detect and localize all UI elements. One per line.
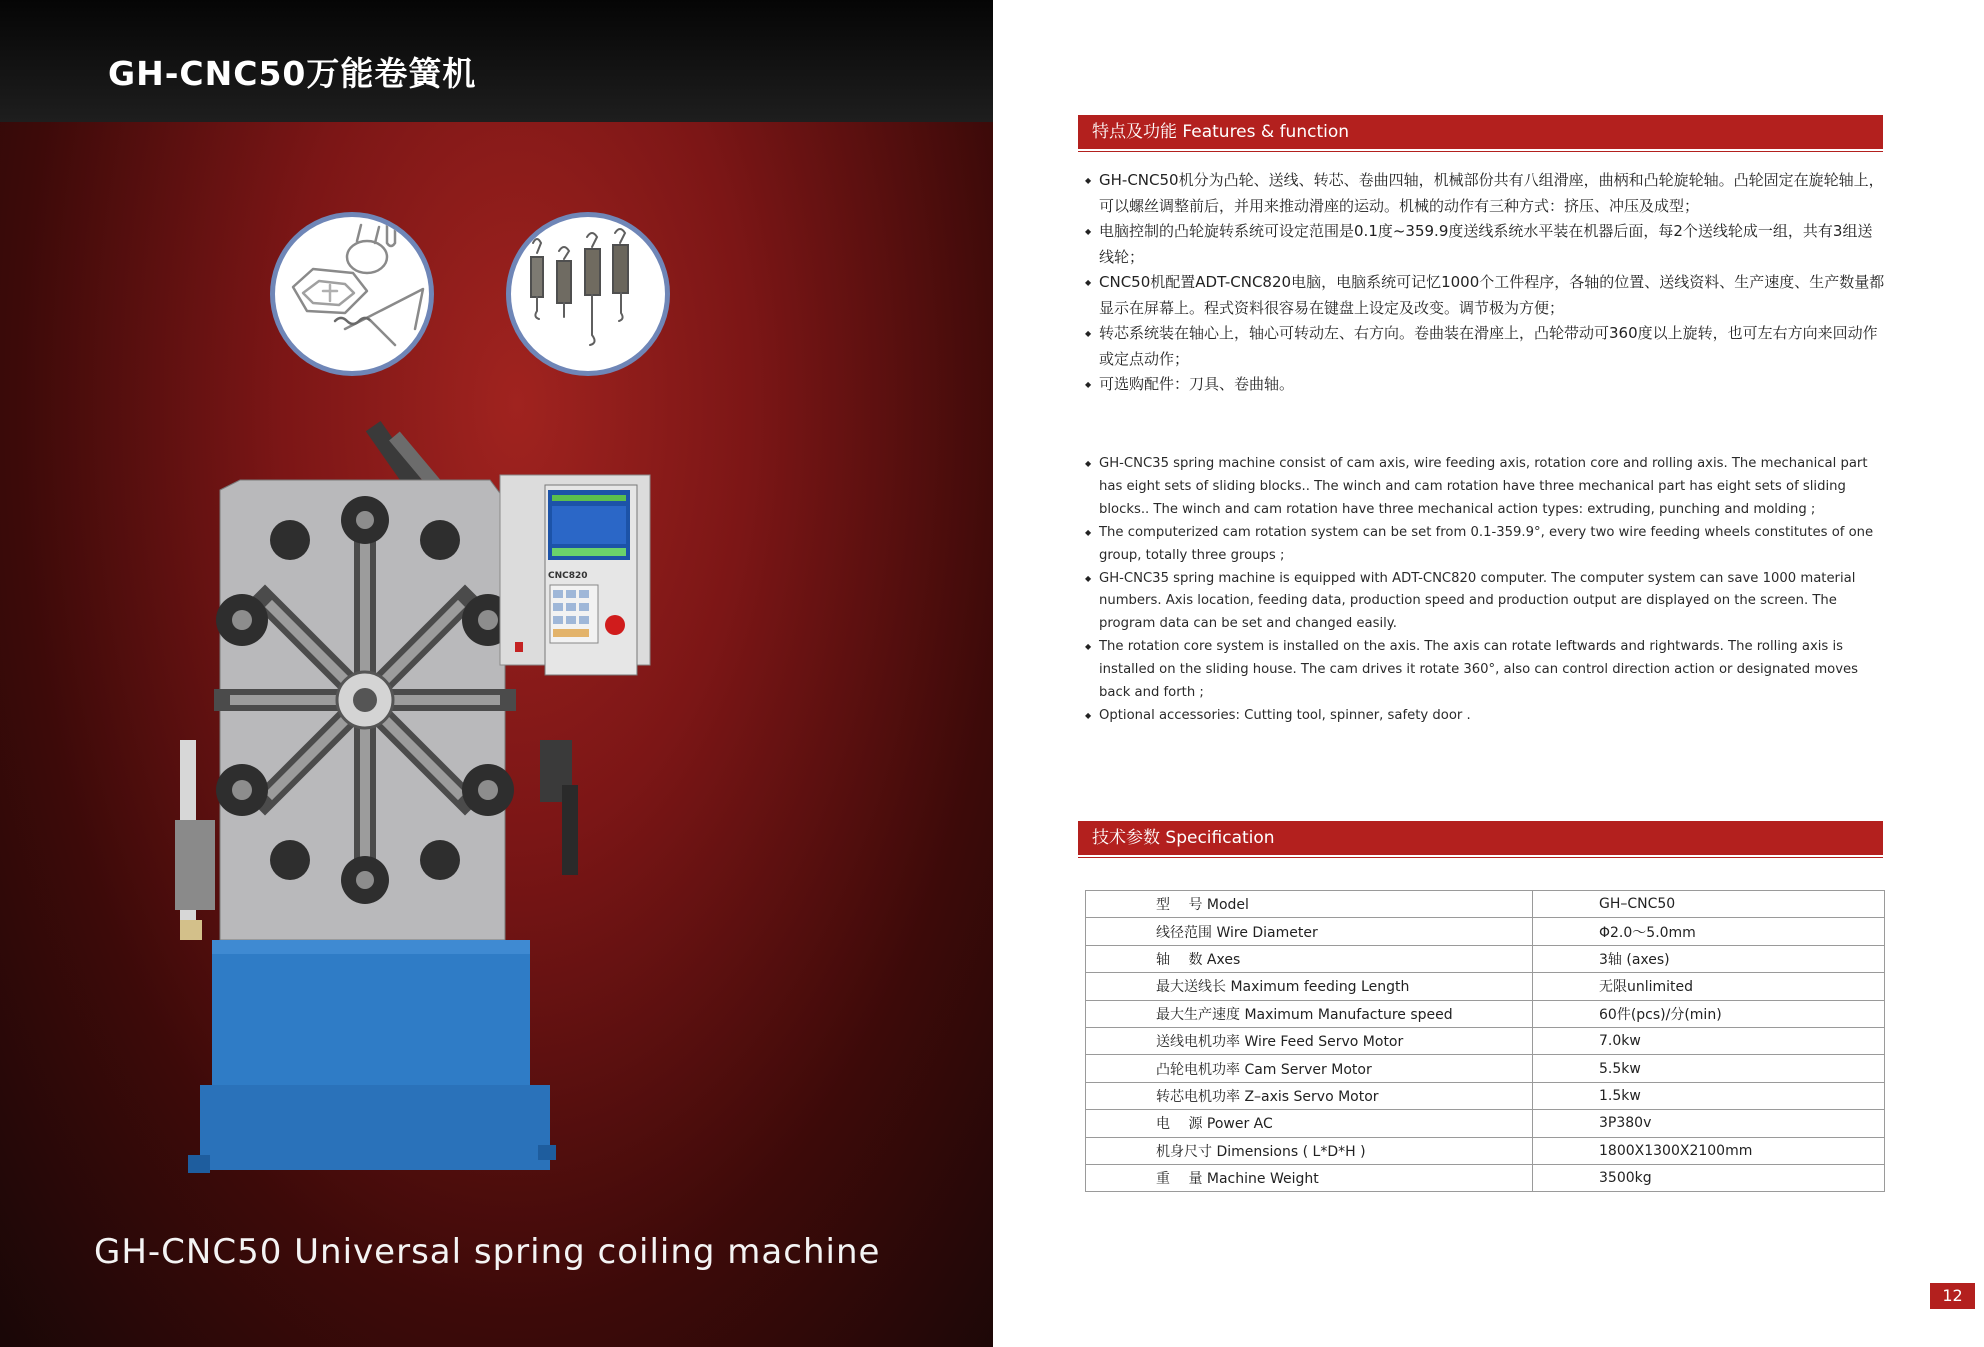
extension-springs-photo xyxy=(506,212,670,376)
features-cn-item: ◆ 转芯系统装在轴心上，轴心可转动左、右方向。卷曲装在滑座上，凸轮带动可360度以上旋转，也可左右方向来回动作或定点动作； xyxy=(1085,321,1887,372)
spec-value: 3P380v xyxy=(1533,1110,1885,1137)
features-en-item: ◆ Optional accessories: Cutting tool, spinner, safety door . xyxy=(1085,705,1887,728)
spring-coiling-machine-image xyxy=(160,400,720,1200)
spec-value: 1.5kw xyxy=(1533,1082,1885,1109)
specification-heading: 技术参数 Specification xyxy=(1078,821,1883,855)
spec-value: 无限unlimited xyxy=(1533,973,1885,1000)
spec-label: 机身尺寸 Dimensions ( L*D*H ) xyxy=(1086,1137,1533,1164)
spec-label: 最大送线长 Maximum feeding Length xyxy=(1086,973,1533,1000)
table-row xyxy=(1086,1055,1885,1082)
table-row xyxy=(1086,1027,1885,1054)
spec-value: 60件(pcs)/分(min) xyxy=(1533,1000,1885,1027)
table-row xyxy=(1086,1137,1885,1164)
extension-springs-illustration xyxy=(511,217,665,371)
table-row xyxy=(1086,1000,1885,1027)
title-bar xyxy=(0,0,993,122)
specification-table xyxy=(1085,890,1885,1192)
features-en-item: ◆ GH-CNC35 spring machine consist of cam axis, wire feeding axis, rotation core and rolling axis. The mechanical part has eight sets of sliding blocks.. The winch and cam rotation have three mechanical part has eight sets of sliding blocks.. The winch and cam rotation have three mechanical action types: extruding, punching and molding ; xyxy=(1085,453,1887,522)
spec-label: 轴 数 Axes xyxy=(1086,945,1533,972)
table-row xyxy=(1086,1082,1885,1109)
features-en-item: ◆ GH-CNC35 spring machine is equipped with ADT-CNC820 computer. The computer system can save 1000 material numbers. Axis location, feeding data, production speed and production output are displayed on the screen. The program data can be set and changed easily. xyxy=(1085,568,1887,637)
spec-value: 7.0kw xyxy=(1533,1027,1885,1054)
spec-value: 1800X1300X2100mm xyxy=(1533,1137,1885,1164)
features-cn-item: ◆ 可选购配件：刀具、卷曲轴。 xyxy=(1085,372,1887,398)
spec-label: 凸轮电机功率 Cam Server Motor xyxy=(1086,1055,1533,1082)
features-cn-item: ◆ 电脑控制的凸轮旋转系统可设定范围是0.1度~359.9度送线系统水平装在机器后面，每2个送线轮成一组，共有3组送线轮； xyxy=(1085,219,1887,270)
page-title: GH-CNC50万能卷簧机 xyxy=(108,54,477,93)
machine-illustration xyxy=(160,400,720,1200)
table-row xyxy=(1086,1164,1885,1191)
spec-value: 3500kg xyxy=(1533,1164,1885,1191)
spec-label: 转芯电机功率 Z–axis Servo Motor xyxy=(1086,1082,1533,1109)
features-en-list xyxy=(1085,453,1887,728)
features-heading: 特点及功能 Features & function xyxy=(1078,115,1883,149)
table-row xyxy=(1086,945,1885,972)
features-en-item: ◆ The computerized cam rotation system can be set from 0.1-359.9°, every two wire feeding wheels constitutes of one group, totally three groups ; xyxy=(1085,522,1887,568)
spec-label: 型 号 Model xyxy=(1086,891,1533,918)
table-row xyxy=(1086,973,1885,1000)
table-row xyxy=(1086,1110,1885,1137)
spec-label: 重 量 Machine Weight xyxy=(1086,1164,1533,1191)
spec-label: 最大生产速度 Maximum Manufacture speed xyxy=(1086,1000,1533,1027)
spec-value: 5.5kw xyxy=(1533,1055,1885,1082)
page-number: 12 xyxy=(1930,1283,1975,1309)
spec-value: Φ2.0～5.0mm xyxy=(1533,918,1885,945)
spec-label: 线径范围 Wire Diameter xyxy=(1086,918,1533,945)
features-en-item: ◆ The rotation core system is installed on the axis. The axis can rotate leftwards and rightwards. The rolling axis is installed on the sliding house. The cam drives it rotate 360°, also can control direction action or designated moves back and forth ; xyxy=(1085,636,1887,705)
features-cn-item: ◆ CNC50机配置ADT-CNC820电脑，电脑系统可记忆1000个工件程序，各轴的位置、送线资料、生产速度、生产数量都显示在屏幕上。程式资料很容易在键盘上设定及改变。调节极为方便； xyxy=(1085,270,1887,321)
features-cn-item: ◆ GH-CNC50机分为凸轮、送线、转芯、卷曲四轴，机械部份共有八组滑座，曲柄和凸轮旋轮轴。凸轮固定在旋轮轴上，可以螺丝调整前后，并用来推动滑座的运动。机械的动作有三种方式：挤压、冲压及成型； xyxy=(1085,168,1887,219)
right-page xyxy=(993,0,1984,1347)
spec-label: 送线电机功率 Wire Feed Servo Motor xyxy=(1086,1027,1533,1054)
spec-label: 电 源 Power AC xyxy=(1086,1110,1533,1137)
wire-forms-illustration xyxy=(275,217,429,371)
table-row xyxy=(1086,918,1885,945)
table-row xyxy=(1086,891,1885,918)
wire-forms-photo xyxy=(270,212,434,376)
features-cn-list xyxy=(1085,168,1887,398)
product-subtitle: GH-CNC50 Universal spring coiling machine xyxy=(94,1232,881,1272)
spec-value: GH–CNC50 xyxy=(1533,891,1885,918)
control-panel-label: CNC820 xyxy=(548,571,588,581)
spec-value: 3轴 (axes) xyxy=(1533,945,1885,972)
